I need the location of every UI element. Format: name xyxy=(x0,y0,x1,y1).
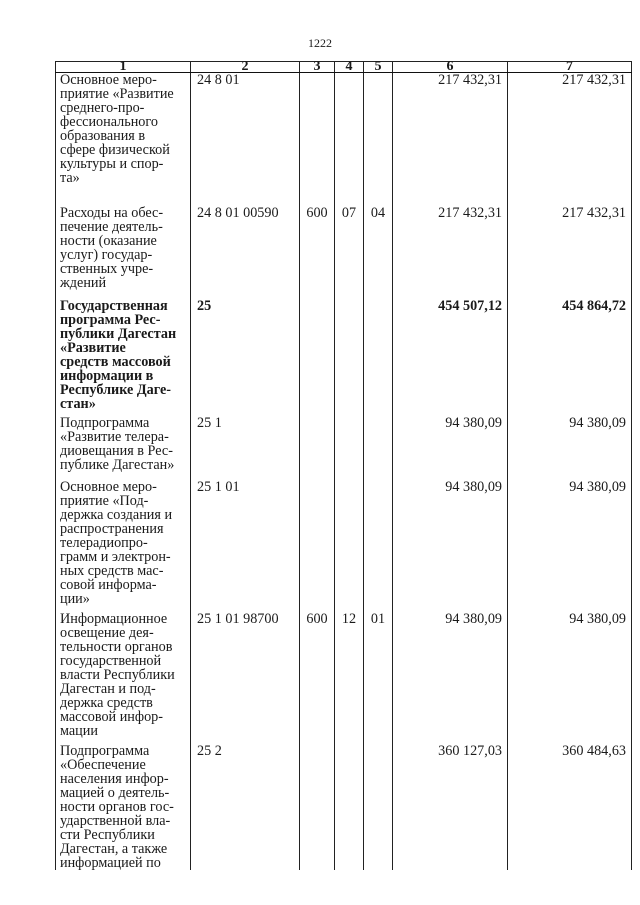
row-name: Государственная программа Рес- публики Дагестан «Развитие средств массовой информации в Республике Даге- стан» xyxy=(56,299,191,416)
row-expense-type: 600 xyxy=(300,206,335,299)
row-sum-year-1: 94 380,09 xyxy=(393,612,508,744)
row-section: 12 xyxy=(335,612,364,744)
row-section: 07 xyxy=(335,206,364,299)
row-name: Основное меро- приятие «Под- держка создания и распространения телерадиопро- грамм и электрон- ных средств мас- совой информа- ции» xyxy=(56,480,191,612)
header-col-4: 4 xyxy=(335,62,364,73)
row-expense-type: 600 xyxy=(300,612,335,744)
row-expense-type xyxy=(300,480,335,612)
table-row xyxy=(56,73,632,206)
row-expense-type xyxy=(300,416,335,480)
row-expense-type xyxy=(300,73,335,206)
row-code: 25 xyxy=(191,299,300,416)
row-sum-year-2: 94 380,09 xyxy=(508,416,632,480)
row-section xyxy=(335,73,364,206)
row-name: Основное меро- приятие «Развитие среднего-про- фессионального образования в сфере физической культуры и спор- та» xyxy=(56,73,191,206)
row-sum-year-1: 217 432,31 xyxy=(393,73,508,206)
table-row xyxy=(56,206,632,299)
row-sum-year-2: 217 432,31 xyxy=(508,206,632,299)
row-sum-year-1: 360 127,03 xyxy=(393,744,508,870)
row-code: 25 1 01 xyxy=(191,480,300,612)
row-section xyxy=(335,480,364,612)
row-subsection xyxy=(364,416,393,480)
header-col-3: 3 xyxy=(300,62,335,73)
table-row xyxy=(56,744,632,870)
header-col-2: 2 xyxy=(191,62,300,73)
row-section xyxy=(335,299,364,416)
table-row xyxy=(56,480,632,612)
page-number: 1222 xyxy=(308,36,332,50)
row-code: 24 8 01 00590 xyxy=(191,206,300,299)
row-subsection xyxy=(364,299,393,416)
row-name: Подпрограмма «Обеспечение населения инфор- мацией о деятель- ности органов гос- ударственной вла- сти Республики Дагестан, а также информацией по xyxy=(56,744,191,870)
row-subsection xyxy=(364,744,393,870)
header-row xyxy=(56,62,632,73)
row-sum-year-2: 217 432,31 xyxy=(508,73,632,206)
header-col-6: 6 xyxy=(393,62,508,73)
row-code: 24 8 01 xyxy=(191,73,300,206)
row-subsection xyxy=(364,480,393,612)
table-body xyxy=(56,73,632,870)
row-sum-year-2: 360 484,63 xyxy=(508,744,632,870)
table-header xyxy=(56,59,632,74)
budget-table xyxy=(55,61,632,870)
row-section xyxy=(335,416,364,480)
row-sum-year-2: 94 380,09 xyxy=(508,480,632,612)
row-expense-type xyxy=(300,744,335,870)
header-col-5: 5 xyxy=(364,62,393,73)
row-code: 25 1 xyxy=(191,416,300,480)
row-expense-type xyxy=(300,299,335,416)
row-subsection: 04 xyxy=(364,206,393,299)
row-sum-year-1: 454 507,12 xyxy=(393,299,508,416)
row-sum-year-1: 94 380,09 xyxy=(393,480,508,612)
row-subsection xyxy=(364,73,393,206)
row-subsection: 01 xyxy=(364,612,393,744)
header-col-7: 7 xyxy=(508,62,632,73)
table-row xyxy=(56,416,632,480)
row-name: Информационное освещение дея- тельности органов государственной власти Республики Дагестан и под- держка средств массовой инфор- мации xyxy=(56,612,191,744)
row-sum-year-1: 94 380,09 xyxy=(393,416,508,480)
row-section xyxy=(335,744,364,870)
row-sum-year-2: 94 380,09 xyxy=(508,612,632,744)
row-code: 25 2 xyxy=(191,744,300,870)
row-name: Подпрограмма «Развитие телера- диовещания в Рес- публике Дагестан» xyxy=(56,416,191,480)
row-code: 25 1 01 98700 xyxy=(191,612,300,744)
row-sum-year-2: 454 864,72 xyxy=(508,299,632,416)
row-sum-year-1: 217 432,31 xyxy=(393,206,508,299)
row-name: Расходы на обес- печение деятель- ности (оказание услуг) государ- ственных учре- ждений xyxy=(56,206,191,299)
table-row xyxy=(56,299,632,416)
table-row xyxy=(56,612,632,744)
header-col-1: 1 xyxy=(56,62,191,73)
